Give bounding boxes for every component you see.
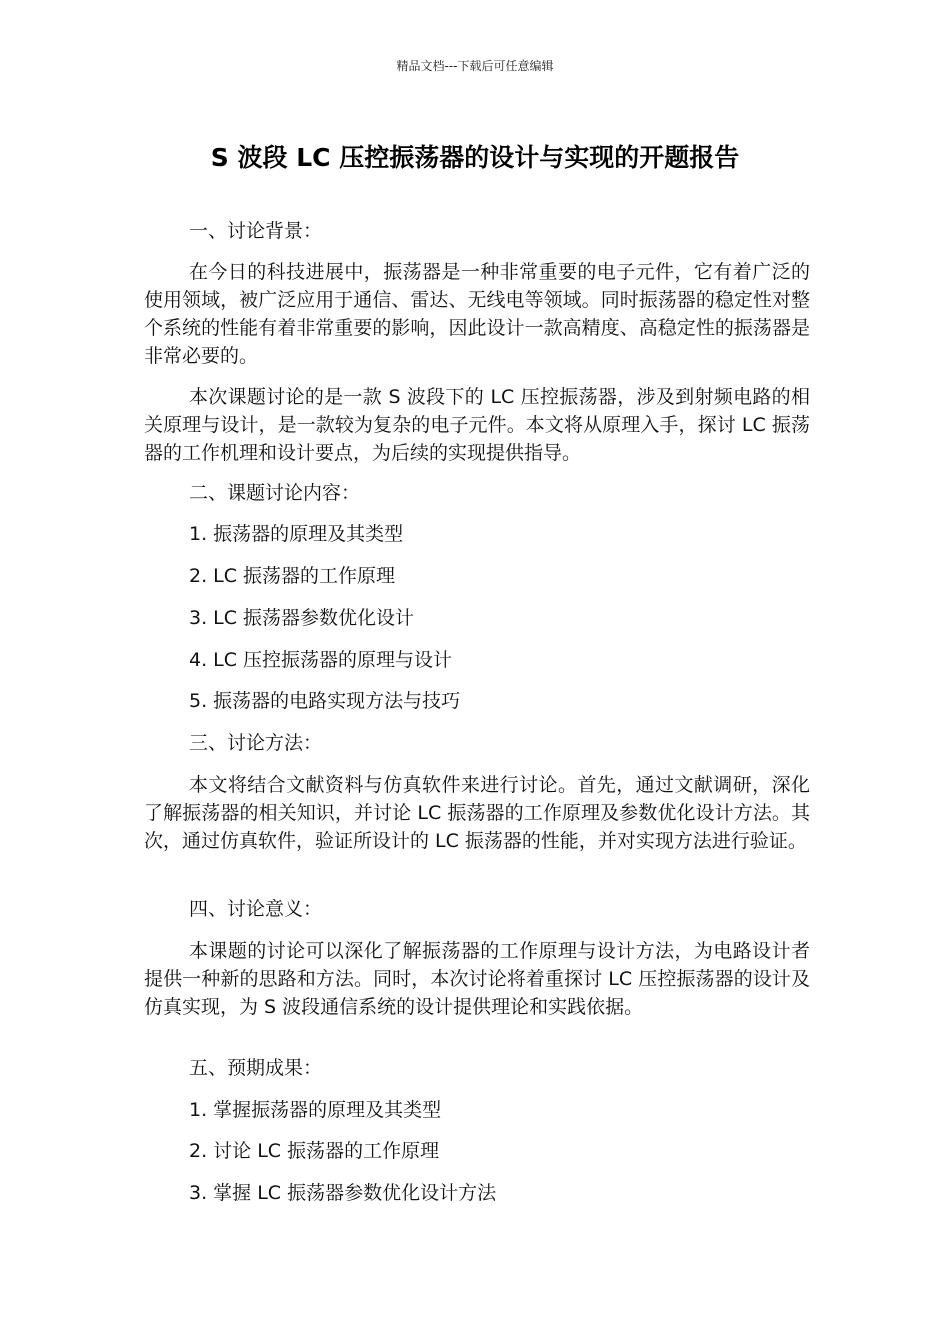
header-note: 精品文档---下载后可任意编辑 [396,59,554,73]
section-heading-outcomes: 五、预期成果： [189,1057,323,1079]
paragraph-background-1: 在今日的科技进展中，振荡器是一种非常重要的电子元件，它有着广泛的使用领域，被广泛应用于通信、雷达、无线电等领域。同时振荡器的稳定性对整个系统的性能有着非常重要的影响，因此设计一款高精度、高稳定性的振荡器是非常必要的。 [144,261,810,367]
list-item: 2. 讨论 LC 振荡器的工作原理 [189,1140,440,1162]
paragraph-significance: 本课题的讨论可以深化了解振荡器的工作原理与设计方法，为电路设计者提供一种新的思路和方法。同时，本次讨论将着重探讨 LC 压控振荡器的设计及仿真实现，为 S 波段通信系统的设计提供理论和实践依据。 [144,940,810,1018]
list-item: 1. 振荡器的原理及其类型 [189,523,404,545]
list-item: 1. 掌握振荡器的原理及其类型 [189,1099,442,1121]
section-heading-significance: 四、讨论意义： [189,898,323,920]
section-heading-method: 三、讨论方法： [189,732,323,754]
paragraph-method: 本文将结合文献资料与仿真软件来进行讨论。首先，通过文献调研，深化了解振荡器的相关知识，并讨论 LC 振荡器的工作原理及参数优化设计方法。其次，通过仿真软件，验证所设计的 LC 振荡器的性能，并对实现方法进行验证。 [144,774,810,852]
list-item: 3. 掌握 LC 振荡器参数优化设计方法 [189,1182,497,1204]
list-item: 2. LC 振荡器的工作原理 [189,565,396,587]
section-heading-content: 二、课题讨论内容： [189,482,361,504]
paragraph-background-2: 本次课题讨论的是一款 S 波段下的 LC 压控振荡器，涉及到射频电路的相关原理与设计，是一款较为复杂的电子元件。本文将从原理入手，探讨 LC 振荡器的工作机理和设计要点，为后续的实现提供指导。 [144,386,810,464]
list-item: 3. LC 振荡器参数优化设计 [189,607,415,629]
list-item: 5. 振荡器的电路实现方法与技巧 [189,690,461,712]
document-title: S 波段 LC 压控振荡器的设计与实现的开题报告 [210,143,740,172]
list-item: 4. LC 压控振荡器的原理与设计 [189,649,453,671]
section-heading-background: 一、讨论背景： [189,220,323,242]
